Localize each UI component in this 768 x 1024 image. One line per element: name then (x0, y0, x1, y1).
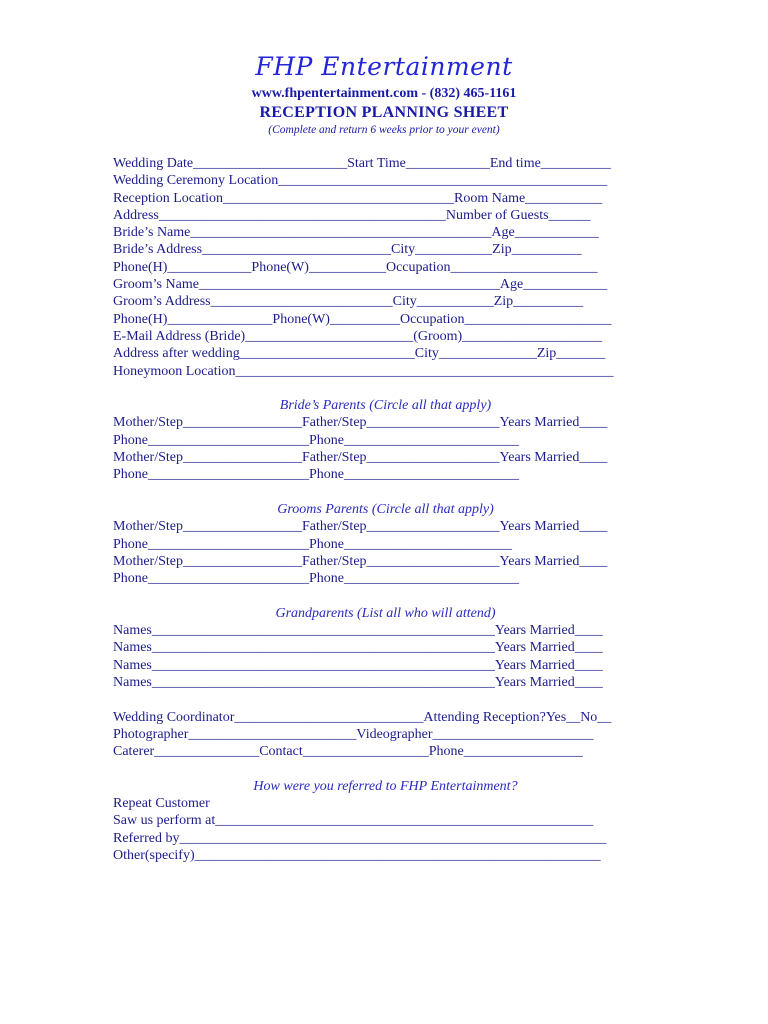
wedding-date-line[interactable]: Wedding Date______________________Start Time____________End time__________ (113, 156, 611, 171)
grandparents-line-3[interactable]: Names_________________________________________________Years Married____ (113, 657, 603, 673)
brides-parents-phone-2[interactable]: Phone_______________________Phone_________________________ (113, 467, 519, 483)
grandparents-line-4[interactable]: Names_________________________________________________Years Married____ (113, 674, 603, 690)
brides-parents-line-1[interactable]: Mother/Step_________________Father/Step___________________Years Married____ (113, 415, 608, 431)
referral-heading: How were you referred to FHP Entertainment? (253, 778, 518, 794)
document-title: RECEPTION PLANNING SHEET (259, 104, 509, 121)
document-subtitle: (Complete and return 6 weeks prior to your event) (268, 124, 500, 136)
grooms-parents-phone-2[interactable]: Phone_______________________Phone_________________________ (113, 571, 519, 587)
photographer-line[interactable]: Photographer________________________Videographer_______________________ (113, 726, 594, 742)
grooms-address-line[interactable]: Groom’s Address__________________________City___________Zip__________ (113, 294, 584, 310)
caterer-line[interactable]: Caterer_______________Contact__________________Phone_________________ (113, 744, 583, 760)
honeymoon-location-line[interactable]: Honeymoon Location______________________________________________________ (113, 363, 614, 379)
brides-name-line[interactable]: Bride’s Name___________________________________________Age____________ (113, 225, 599, 241)
company-logo: FHP Entertainment (255, 52, 513, 81)
grooms-parents-line-1[interactable]: Mother/Step_________________Father/Step___________________Years Married____ (113, 519, 608, 535)
address-line[interactable]: Address_________________________________________Number of Guests______ (113, 207, 591, 223)
brides-parents-heading: Bride’s Parents (Circle all that apply) (279, 398, 492, 414)
grandparents-heading: Grandparents (List all who will attend) (275, 605, 496, 621)
reception-location-line[interactable]: Reception Location_________________________________Room Name___________ (113, 190, 603, 206)
grooms-parents-line-2[interactable]: Mother/Step_________________Father/Step___________________Years Married____ (113, 553, 608, 569)
grandparents-line-2[interactable]: Names_________________________________________________Years Married____ (113, 640, 603, 656)
ceremony-location-line[interactable]: Wedding Ceremony Location_______________________________________________ (113, 173, 608, 189)
brides-address-line[interactable]: Bride’s Address___________________________City___________Zip__________ (113, 242, 582, 258)
brides-parents-phone-1[interactable]: Phone_______________________Phone_________________________ (113, 432, 519, 448)
planning-form (113, 155, 658, 864)
saw-us-perform-line[interactable]: Saw us perform at______________________________________________________ (113, 813, 594, 829)
grooms-parents-heading: Grooms Parents (Circle all that apply) (277, 501, 494, 517)
referred-by-line[interactable]: Referred by_____________________________________________________________ (113, 830, 607, 846)
bride-phone-line[interactable]: Phone(H)____________Phone(W)___________Occupation_____________________ (113, 259, 598, 275)
email-line[interactable]: E-Mail Address (Bride)________________________(Groom)____________________ (113, 328, 603, 344)
grooms-name-line[interactable]: Groom’s Name___________________________________________Age____________ (113, 277, 608, 293)
grandparents-line-1[interactable]: Names_________________________________________________Years Married____ (113, 623, 603, 639)
repeat-customer-line[interactable]: Repeat Customer (113, 795, 210, 811)
brides-parents-line-2[interactable]: Mother/Step_________________Father/Step___________________Years Married____ (113, 450, 608, 466)
address-after-wedding-line[interactable]: Address after wedding_________________________City______________Zip_______ (113, 346, 606, 362)
groom-phone-line[interactable]: Phone(H)_______________Phone(W)__________Occupation_____________________ (113, 311, 612, 327)
other-specify-line[interactable]: Other(specify)__________________________________________________________ (113, 847, 601, 863)
website-and-phone: www.fhpentertainment.com - (832) 465-1161 (251, 86, 517, 101)
grooms-parents-phone-1[interactable]: Phone_______________________Phone________________________ (113, 536, 512, 552)
wedding-coordinator-line[interactable]: Wedding Coordinator___________________________Attending Reception?Yes__No__ (113, 709, 612, 725)
